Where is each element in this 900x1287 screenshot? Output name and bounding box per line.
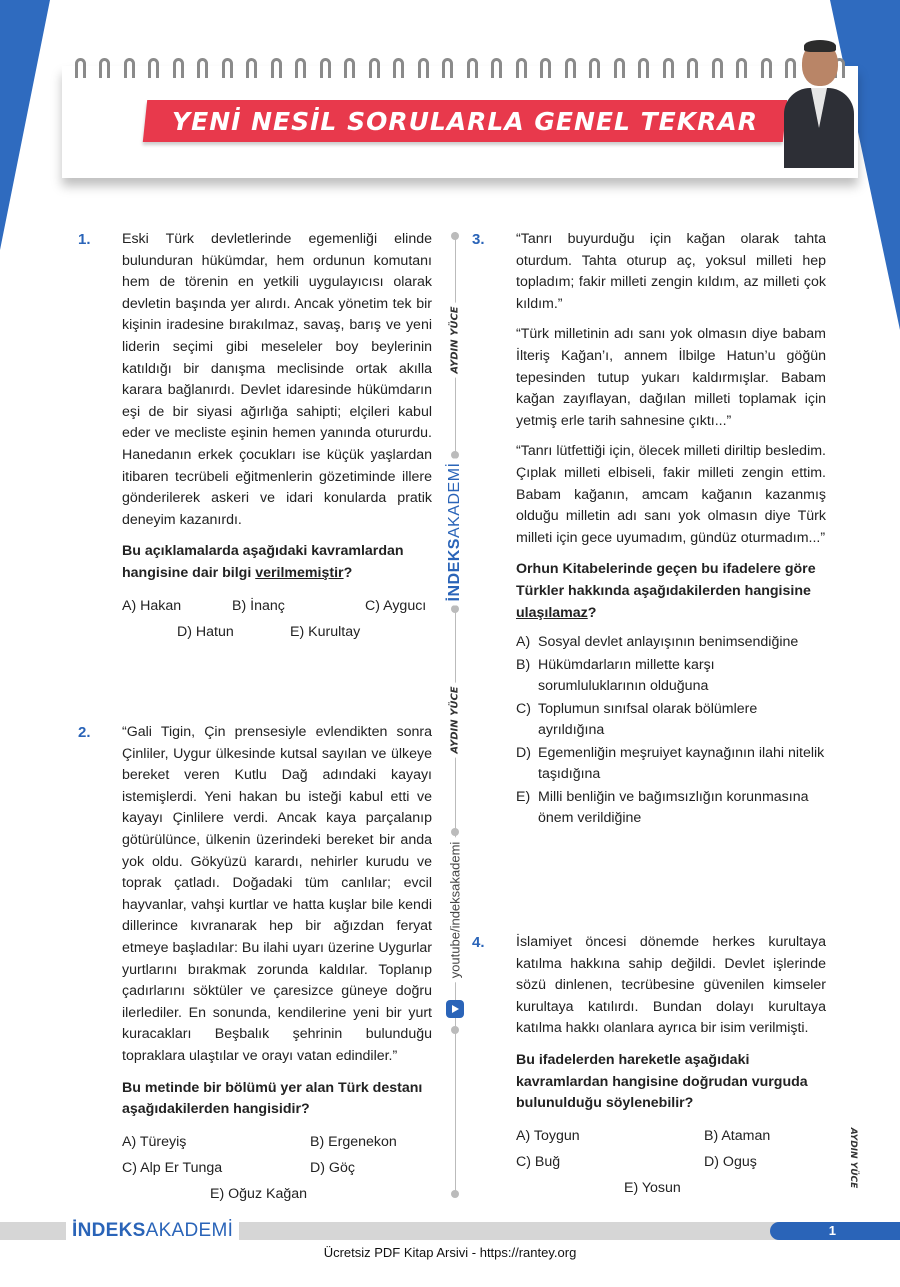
option-d[interactable]: D) Oguş — [704, 1153, 757, 1170]
option-b[interactable]: B) Ergenekon — [310, 1133, 397, 1150]
option-a[interactable]: A) Türeyiş — [122, 1133, 187, 1150]
option-a[interactable]: A) Hakan — [122, 597, 182, 614]
question-number: 3. — [472, 231, 485, 248]
option-c[interactable]: C) Buğ — [516, 1153, 561, 1170]
brand-label: İNDEKSAKADEMİ — [446, 459, 464, 606]
author-label-2: AYDIN YÜCE — [450, 682, 461, 757]
answer-options — [122, 593, 432, 645]
option-e[interactable]: E) Oğuz Kağan — [210, 1185, 308, 1202]
quote-3: “Tanrı lütfettiği için, ölecek milleti diriltip besledim. Çıplak milleti elbiseli, fakir milleti zengin ettim. Babam kağanın, amcam kağanın kazanmış olduğu milletin adı sanı yok olmasın diye Türk milleti için gece uyumadım, gündüz oturmadım...” — [516, 443, 826, 546]
option-c[interactable]: C) Toplumun sınıfsal olarak bölümlere ayrıldığına — [516, 700, 758, 739]
option-d[interactable]: D) Egemenliğin meşruiyet kaynağının ilahi nitelik taşıdığına — [516, 744, 825, 783]
option-a[interactable]: A) Sosyal devlet anlayışının benimsendiğine — [516, 634, 799, 651]
footer-logo: İNDEKSAKADEMİ — [66, 1219, 239, 1243]
question-passage: Eski Türk devletlerinde egemenliği elinde bulunduran hükümdar, hem ordunun komutanı hem de törenin en yetkili uygulayıcısı olarak devletin başında yer alırdı. Ancak yönetim tek bir kişinin iradesine bırakılmaz, savaş, barış ve yeni liderin seçimi gibi meseleler boy beylerinin katıldığı bir danışma meclisinde ortak akılla karara bağlanırdı. Devlet idaresinde hükümdarın eşi de bir siyasi ağırlığa sahipti; elçileri kabul eder ve mecliste eşinin hemen yanında otururdu. Hanedanın erkek çocukları ise küçük yaşlardan itibaren tecrübeli eğitmenlerin gözetiminde illere gönderilerek askeri ve idari konularda pratik deneyim kazanırdı. — [122, 231, 432, 528]
author-label-right: AYDIN YÜCE — [848, 1127, 858, 1189]
spiral-binding — [62, 58, 858, 84]
youtube-label: youtube/indeksakademi — [448, 838, 463, 983]
quote-1: “Tanrı buyurduğu için kağan olarak tahta oturdum. Tahta oturup aç, yoksul milleti hep topladım; fakir milleti zengin kıldım, az milleti çok kıldım.” — [516, 231, 826, 312]
answer-options — [516, 632, 826, 830]
question-number: 1. — [78, 231, 91, 248]
answer-options — [122, 1129, 432, 1207]
option-e[interactable]: E) Milli benliğin ve bağımsızlığın korunmasına önem verildiğine — [516, 788, 809, 827]
question-prompt: Orhun Kitabelerinde geçen bu ifadelere göre Türkler hakkında aşağıdakilerden hangisine ulaşılamaz? — [516, 561, 816, 621]
option-d[interactable]: D) Hatun — [177, 623, 234, 640]
question-2 — [122, 722, 432, 1207]
option-b[interactable]: B) Ataman — [704, 1127, 771, 1144]
question-1 — [122, 229, 432, 645]
youtube-icon — [446, 1000, 464, 1018]
question-passage: “Gali Tigin, Çin prensesiyle evlendikten sonra Çinliler, Uygur ülkesinde kutsal sayılan ve ülkeye bereket veren Kutlu Dağ adındaki kayayı istemişlerdi. Yeni hakan bu isteği kabul etti ve kayayı Çinlilere verdi. Ancak kaya parçalanıp götürülünce, ülkenin üzerindeki bereket bir anda yok oldu. Gökyüzü karardı, nehirler kurudu ve toprak çatladı. Doğadaki tüm canlılar; evcil hayvanlar, vahşi kurtlar ve hatta kuşlar bile kendi dillerince kıvranarak hep bir ağızdan feryat etmeye başladılar: Bu ilahi uyarı üzerine Uygurlar yurtlarını bırakmak zorunda kaldılar. Toplanıp çadırlarını söktüler ve çaresizce güneye doğru ilerlediler. En sonunda, kendilerine yeni bir yurt kuracakları Beşbalık şehrinin bulunduğu topraklara ulaştılar ve orayı vatan edindiler.” — [122, 724, 432, 1064]
question-prompt: Bu ifadelerden hareketle aşağıdaki kavramlardan hangisine doğrudan vurguda bulunulduğu söylenebilir? — [516, 1051, 808, 1112]
option-c[interactable]: C) Alp Er Tunga — [122, 1159, 223, 1176]
option-c[interactable]: C) Aygucı — [365, 597, 427, 614]
quote-2: “Türk milletinin adı sanı yok olmasın diye babam İlteriş Kağan’ı, annem İlbilge Hatun’u göğün tepesinden tutup yukarı kaldırmışlar. Babam kağan zayıflayan, dağılan milleti toplamak için yetmiş erle tarih sahnesine çıktı...” — [516, 326, 826, 429]
question-prompt: Bu metinde bir bölümü yer alan Türk destanı aşağıdakilerden hangisidir? — [122, 1079, 423, 1118]
question-number: 4. — [472, 934, 485, 951]
option-b[interactable]: B) İnanç — [232, 597, 285, 614]
option-e[interactable]: E) Yosun — [624, 1179, 681, 1196]
question-prompt: Bu açıklamalarda aşağıdaki kavramlardan hangisine dair bilgi verilmemiştir? — [122, 543, 404, 581]
author-photo — [784, 40, 854, 168]
page-title: YENİ NESİL SORULARLA GENEL TEKRAR — [172, 106, 758, 136]
option-a[interactable]: A) Toygun — [516, 1127, 580, 1144]
question-4 — [516, 932, 826, 1201]
page-number: 1 — [828, 1223, 836, 1238]
author-label: AYDIN YÜCE — [450, 302, 461, 377]
option-d[interactable]: D) Göç — [310, 1159, 355, 1176]
question-passage: İslamiyet öncesi dönemde herkes kurultaya katılma hakkına sahip değildi. Devlet işlerinde sözü dinlenen, tecrübesine güvenilen kimseler kurultaya katılırdı. Bundan dolayı kurultaya katılma hakkı olanlara ayrıca bir isim verilmişti. — [516, 934, 826, 1037]
option-b[interactable]: B) Hükümdarların millette karşı sorumluluklarının olduğuna — [516, 656, 715, 695]
question-number: 2. — [78, 724, 91, 741]
corner-decoration-left — [0, 0, 50, 250]
question-3 — [516, 229, 826, 830]
source-note: Ücretsiz PDF Kitap Arsivi - https://rantey.org — [323, 1245, 577, 1260]
option-e[interactable]: E) Kurultay — [290, 623, 361, 640]
answer-options — [516, 1123, 826, 1201]
